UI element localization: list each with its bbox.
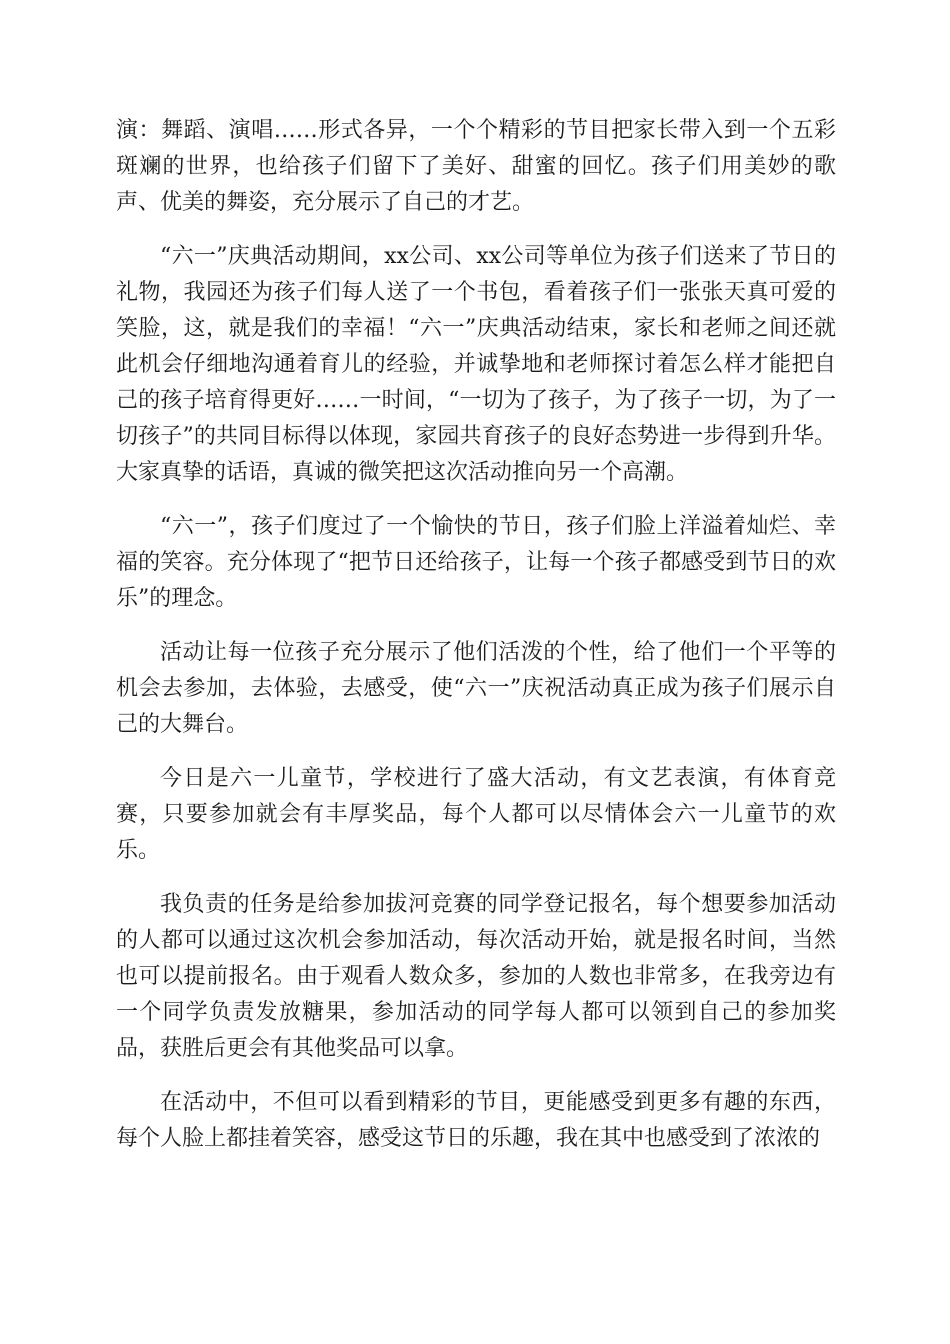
paragraph-3: “六一”，孩子们度过了一个愉快的节日，孩子们脸上洋溢着灿烂、幸福的笑容。充分体现了“把节日还给孩子，让每一个孩子都感受到节日的欢乐”的理念。: [116, 514, 836, 611]
paragraph-6: 我负责的任务是给参加拔河竞赛的同学登记报名，每个想要参加活动的人都可以通过这次机会参加活动，每次活动开始，就是报名时间，当然也可以提前报名。由于观看人数众多，参加的人数也非常多，在我旁边有一个同学负责发放糖果，参加活动的同学每人都可以领到自己的参加奖品，获胜后更会有其他奖品可以拿。: [116, 892, 836, 1061]
paragraph-4: 活动让每一位孩子充分展示了他们活泼的个性，给了他们一个平等的机会去参加，去体验，去感受，使“六一”庆祝活动真正成为孩子们展示自己的大舞台。: [116, 640, 836, 737]
paragraph-5: 今日是六一儿童节，学校进行了盛大活动，有文艺表演，有体育竞赛，只要参加就会有丰厚奖品，每个人都可以尽情体会六一儿童节的欢乐。: [116, 766, 836, 863]
paragraph-7: 在活动中，不但可以看到精彩的节目，更能感受到更多有趣的东西，每个人脸上都挂着笑容，感受这节日的乐趣，我在其中也感受到了浓浓的: [116, 1090, 836, 1151]
document-body: [116, 113, 836, 1175]
paragraph-2: “六一”庆典活动期间，xx公司、xx公司等单位为孩子们送来了节日的礼物，我园还为孩子们每人送了一个书包，看着孩子们一张张天真可爱的笑脸，这，就是我们的幸福！“六一”庆典活动结束，家长和老师之间还就此机会仔细地沟通着育儿的经验，并诚挚地和老师探讨着怎么样才能把自己的孩子培育得更好……一时间，“一切为了孩子，为了孩子一切，为了一切孩子”的共同目标得以体现，家园共育孩子的良好态势进一步得到升华。大家真挚的话语，真诚的微笑把这次活动推向另一个高潮。: [116, 244, 836, 485]
paragraph-1: 演：舞蹈、演唱……形式各异，一个个精彩的节目把家长带入到一个五彩斑斓的世界，也给孩子们留下了美好、甜蜜的回忆。孩子们用美妙的歌声、优美的舞姿，充分展示了自己的才艺。: [116, 118, 836, 215]
